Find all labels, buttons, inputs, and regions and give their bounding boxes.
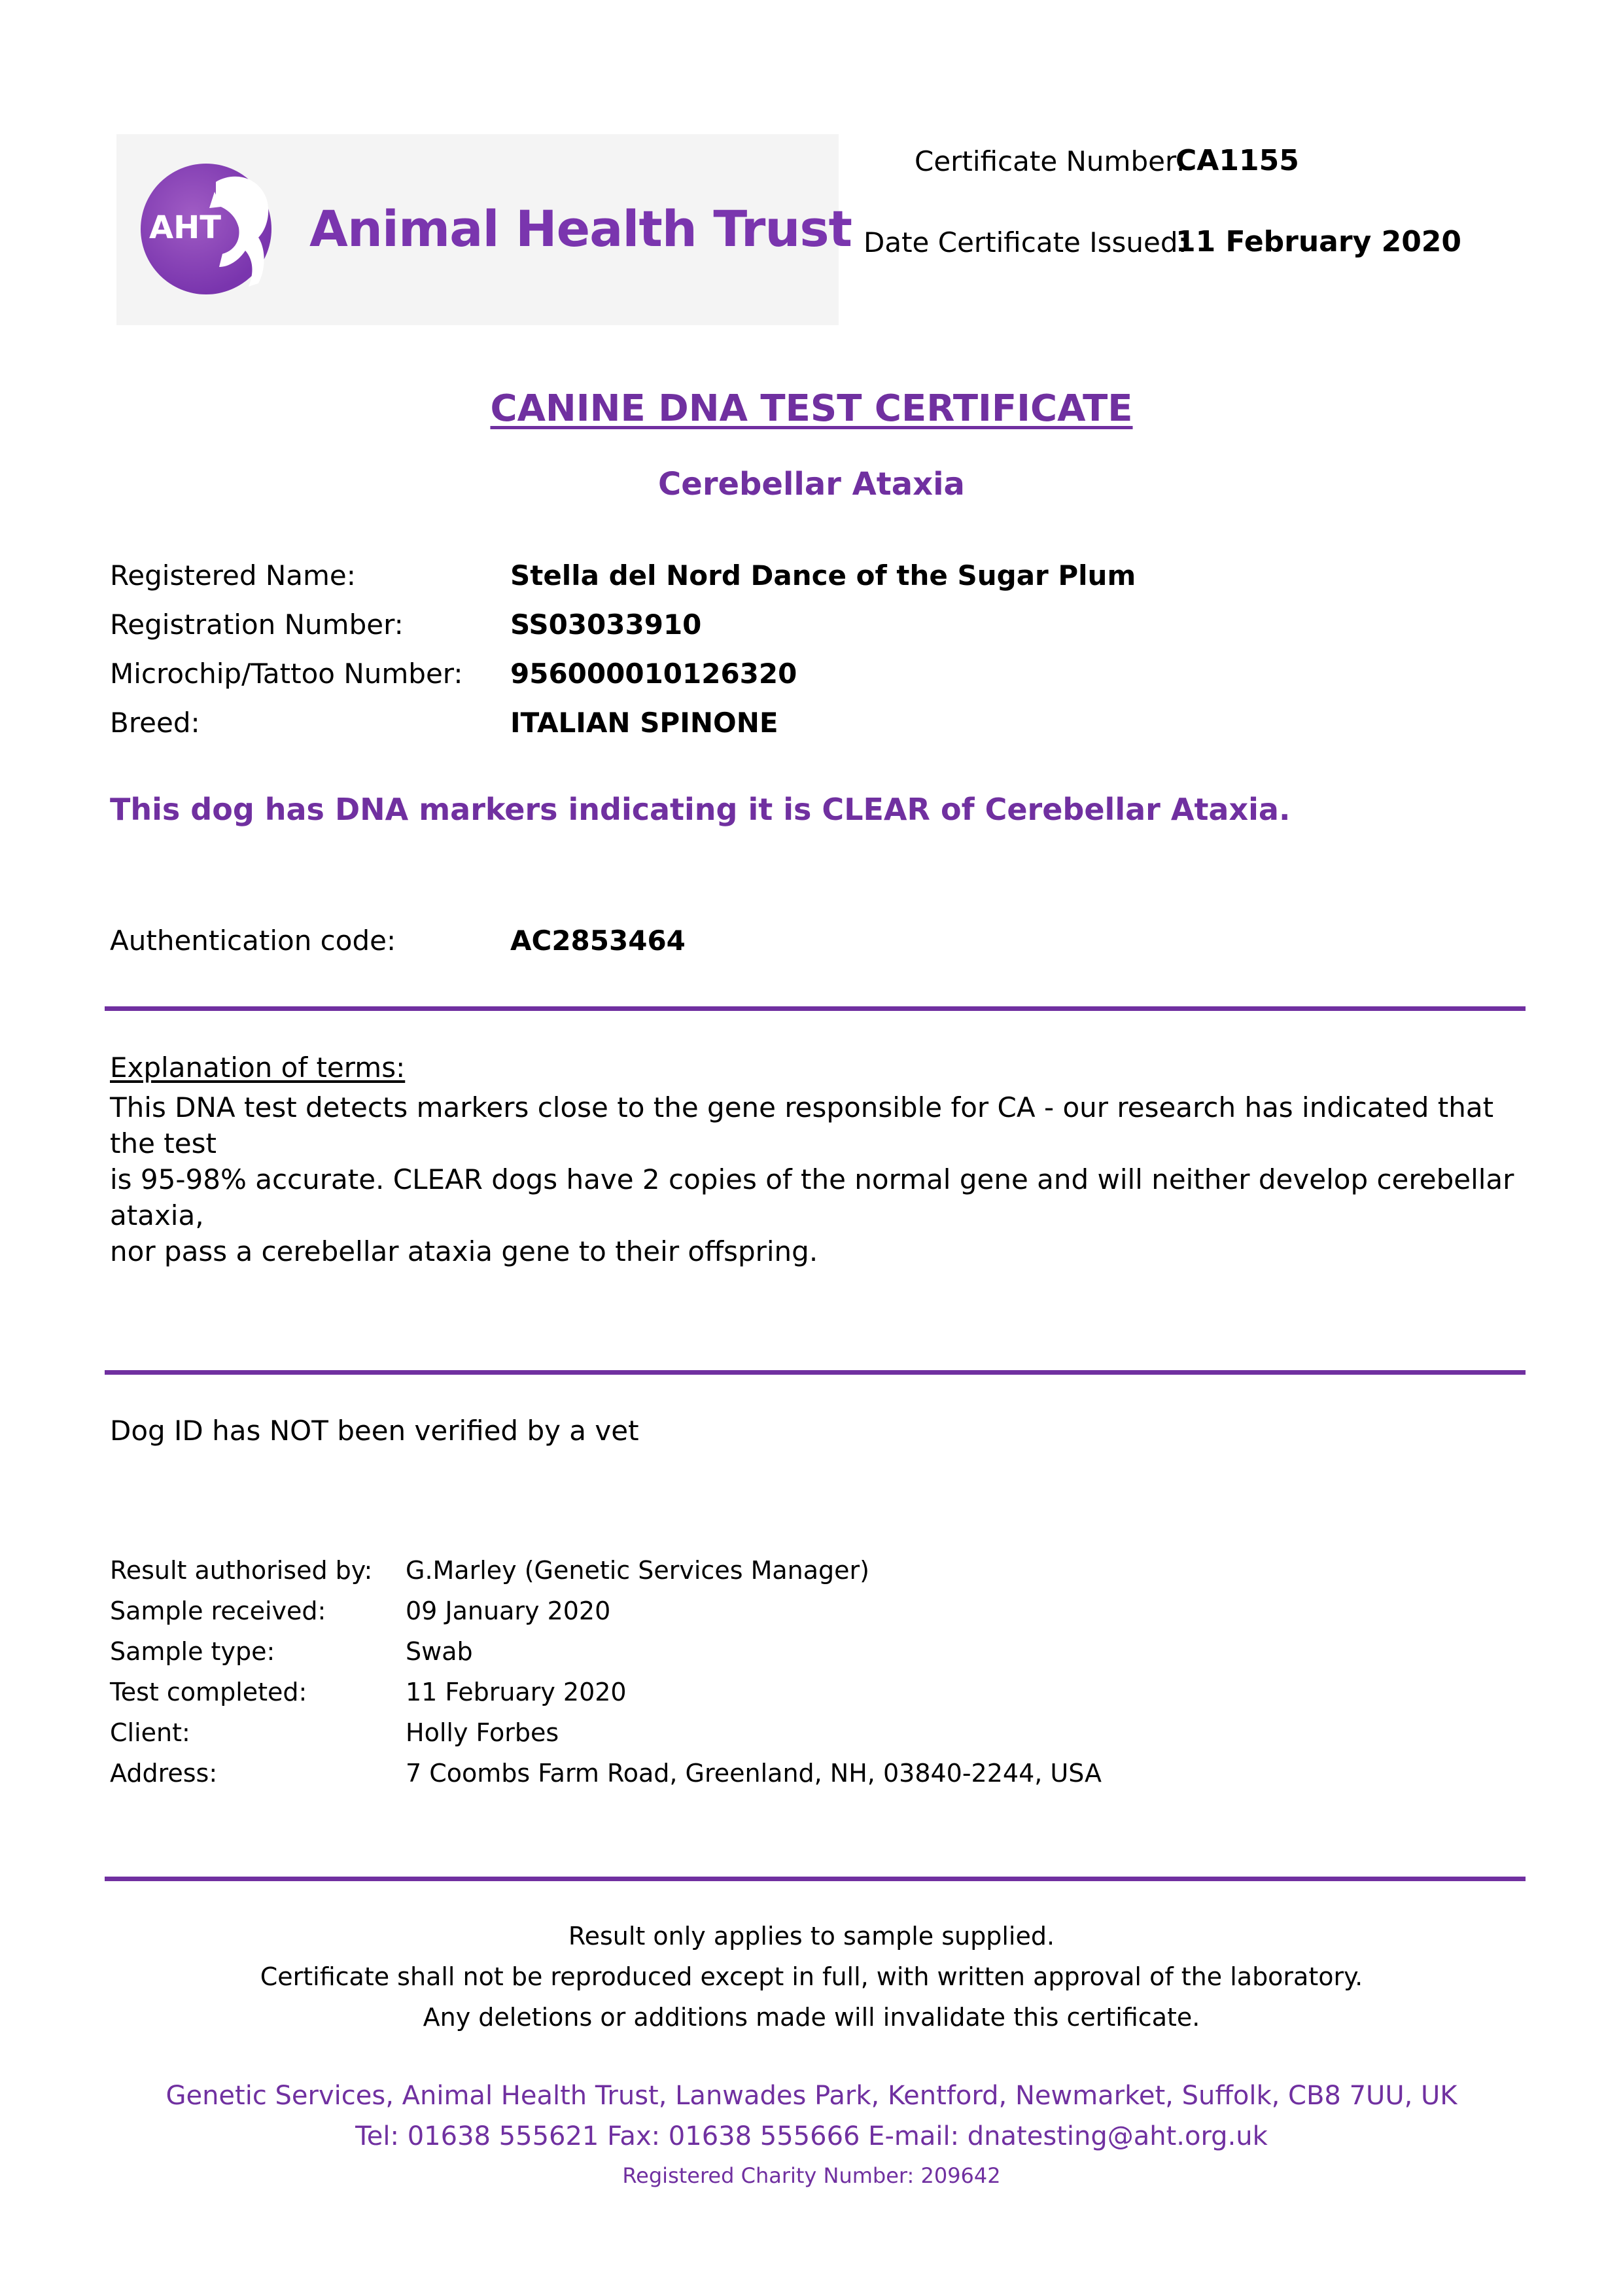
certificate-subtitle: Cerebellar Ataxia [658, 466, 965, 503]
registration-number-label: Registration Number: [110, 609, 404, 641]
microchip-number: 956000010126320 [510, 658, 797, 690]
client-label: Client: [110, 1718, 190, 1747]
authorised-by-label: Result authorised by: [110, 1556, 373, 1585]
certificate-number-label: Certificate Number: [915, 145, 1185, 177]
address: 7 Coombs Farm Road, Greenland, NH, 03840-2244, USA [406, 1759, 1102, 1788]
address-label: Address: [110, 1759, 218, 1788]
microchip-label: Microchip/Tattoo Number: [110, 658, 463, 690]
divider [105, 1877, 1526, 1881]
logo-name: Animal Health Trust [309, 200, 852, 258]
authentication-code: AC2853464 [510, 925, 686, 957]
explanation-text [110, 1089, 1523, 1269]
footer-address: Genetic Services, Animal Health Trust, Lanwades Park, Kentford, Newmarket, Suffolk, CB8 7UU, UK [166, 2081, 1457, 2111]
explanation-line: is 95-98% accurate. CLEAR dogs have 2 copies of the normal gene and will neither develop cerebellar ataxia, [110, 1163, 1514, 1231]
registered-name: Stella del Nord Dance of the Sugar Plum [510, 559, 1136, 592]
footer-contact: Tel: 01638 555621 Fax: 01638 555666 E-mail: dnatesting@aht.org.uk [355, 2121, 1268, 2151]
registered-name-label: Registered Name: [110, 559, 356, 592]
notice-line: Result only applies to sample supplied. [568, 1922, 1055, 1951]
divider [105, 1370, 1526, 1375]
authorised-by: G.Marley (Genetic Services Manager) [406, 1556, 869, 1585]
sample-type-label: Sample type: [110, 1637, 275, 1666]
logo-abbreviation: AHT [148, 209, 222, 246]
explanation-heading: Explanation of terms: [110, 1051, 406, 1084]
date-issued-label: Date Certificate Issued: [864, 226, 1187, 258]
test-completed: 11 February 2020 [406, 1678, 627, 1706]
notice-line: Certificate shall not be reproduced except in full, with written approval of the laboratory. [260, 1962, 1363, 1991]
certificate-number: CA1155 [1176, 144, 1299, 177]
certificate-title: CANINE DNA TEST CERTIFICATE [490, 387, 1133, 430]
vet-verification-note: Dog ID has NOT been verified by a vet [110, 1415, 639, 1447]
breed: ITALIAN SPINONE [510, 707, 778, 739]
test-completed-label: Test completed: [110, 1678, 307, 1706]
authentication-code-label: Authentication code: [110, 925, 396, 957]
footer-charity-number: Registered Charity Number: 209642 [622, 2163, 1001, 2188]
registration-number: SS03033910 [510, 609, 702, 641]
divider [105, 1006, 1526, 1011]
breed-label: Breed: [110, 707, 200, 739]
dog-and-cat-silhouette-icon [203, 169, 275, 293]
explanation-line: nor pass a cerebellar ataxia gene to their offspring. [110, 1235, 818, 1267]
sample-type: Swab [406, 1637, 473, 1666]
date-issued: 11 February 2020 [1176, 225, 1462, 258]
notice-line: Any deletions or additions made will invalidate this certificate. [423, 2003, 1200, 2032]
sample-received-label: Sample received: [110, 1597, 326, 1625]
explanation-line: This DNA test detects markers close to the gene responsible for CA - our research has indicated that the test [110, 1091, 1494, 1159]
sample-received: 09 January 2020 [406, 1597, 611, 1625]
client: Holly Forbes [406, 1718, 559, 1747]
test-result: This dog has DNA markers indicating it is CLEAR of Cerebellar Ataxia. [110, 792, 1291, 827]
